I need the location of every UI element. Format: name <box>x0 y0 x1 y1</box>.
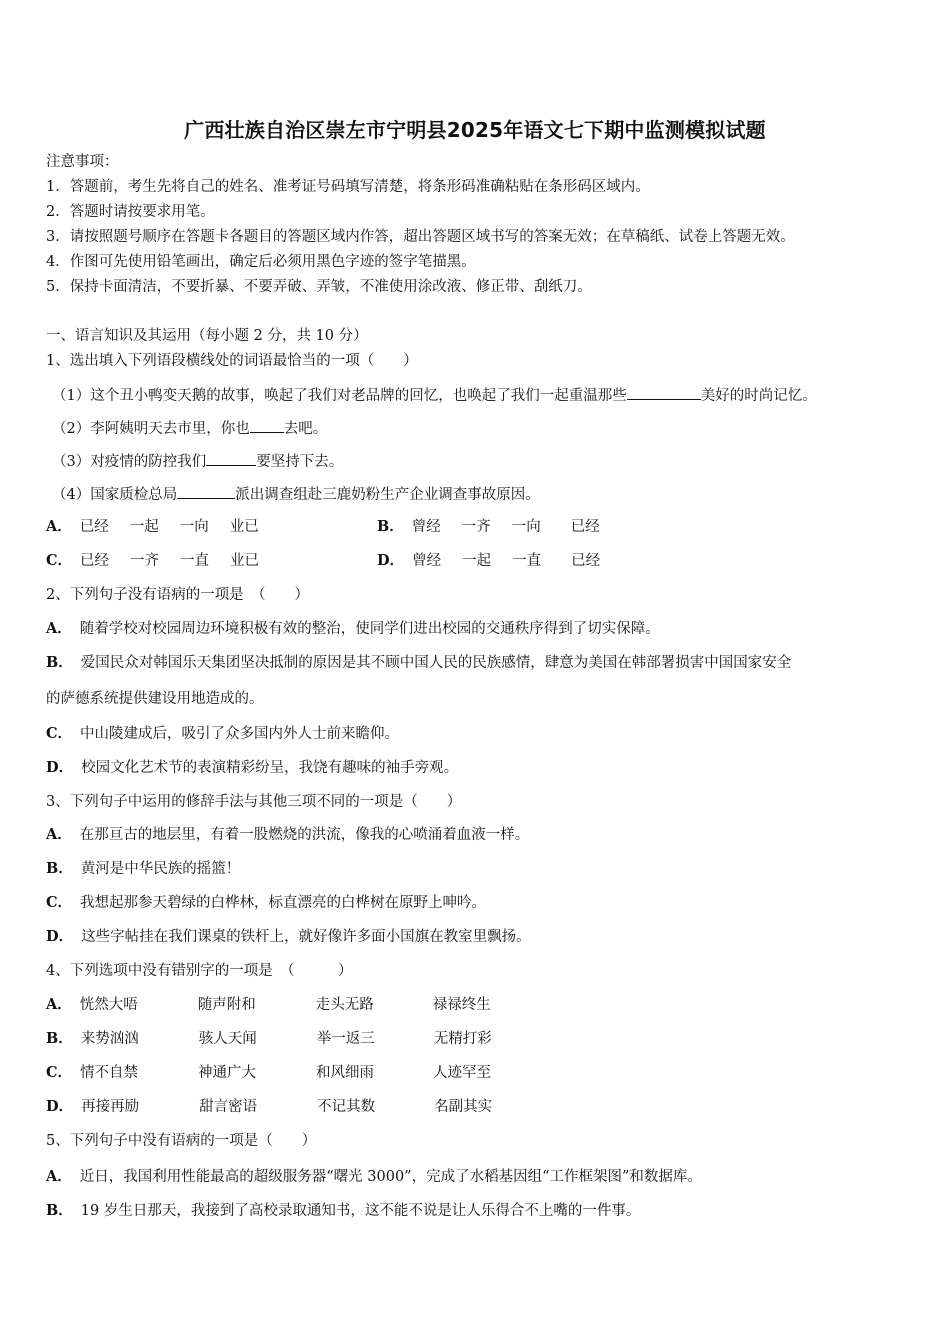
section-heading: 一、语言知识及其运用（每小题 2 分，共 10 分） <box>46 328 368 344</box>
option-word: 一齐 <box>130 553 160 569</box>
notes-item-1: 1．答题前，考生先将自己的姓名、准考证号码填写清楚，将条形码准确粘贴在条形码区域内。 <box>46 179 650 195</box>
question-1-stem: 1、选出填入下列语段横线处的词语最恰当的一项（ ） <box>46 353 418 369</box>
option-label: B． <box>46 654 73 671</box>
question-3-option-d[interactable] <box>46 927 531 947</box>
question-3-option-b[interactable] <box>46 859 240 879</box>
notes-item-5: 5．保持卡面清洁，不要折暴、不要弄破、弄皱，不准使用涂改液、修正带、刮纸刀。 <box>46 279 592 295</box>
option-word: 已经 <box>570 519 600 535</box>
option-word: 恍然大唔 <box>79 997 138 1013</box>
question-5-option-a[interactable] <box>46 1167 702 1187</box>
option-text: 校园文化艺术节的表演精彩纷呈，我饶有趣味的袖手旁观。 <box>81 760 459 776</box>
sentence-text: （4）国家质检总局 <box>52 487 178 503</box>
option-text: 近日，我国利用性能最高的超级服务器“曙光 3000”，完成了水稻基因组“工作框架图”和数据库。 <box>79 1169 702 1185</box>
option-text: 黄河是中华民族的摇篮！ <box>80 861 241 877</box>
option-label: C． <box>46 552 73 569</box>
question-1-option-d[interactable] <box>377 551 600 571</box>
option-word: 名副其实 <box>434 1099 493 1115</box>
option-word: 业已 <box>229 519 259 535</box>
answer-blank <box>206 451 256 466</box>
question-2-option-d[interactable] <box>46 758 458 778</box>
question-5-option-b[interactable] <box>46 1201 640 1221</box>
option-word: 一起 <box>129 519 159 535</box>
question-1-sentence-2 <box>52 418 327 439</box>
sentence-text: 美好的时尚记忆。 <box>700 388 817 404</box>
option-word: 一直 <box>180 553 210 569</box>
option-word: 无精打彩 <box>433 1031 492 1047</box>
notes-item-2: 2．答题时请按要求用笔。 <box>46 204 215 220</box>
question-4-option-d[interactable] <box>46 1097 492 1117</box>
option-word: 走头无路 <box>315 997 374 1013</box>
option-label: B． <box>46 860 73 877</box>
question-3-option-c[interactable] <box>46 893 486 913</box>
question-2-option-b-continued: 的萨德系统提供建设用地造成的。 <box>46 691 264 707</box>
answer-blank <box>627 385 701 400</box>
sentence-text: 要坚持下去。 <box>256 454 344 470</box>
sentence-text: （1）这个丑小鸭变天鹅的故事，唤起了我们对老品牌的回忆，也唤起了我们一起重温那些 <box>52 388 627 404</box>
option-text: 这些字帖挂在我们课桌的铁杆上，就好像许多面小国旗在教室里飘扬。 <box>81 929 531 945</box>
option-label: A． <box>46 1168 72 1185</box>
option-label: D． <box>377 552 405 569</box>
option-text: 我想起那参天碧绿的白桦林，标直漂亮的白桦树在原野上呻吟。 <box>80 895 487 911</box>
option-word: 一起 <box>462 553 492 569</box>
question-4-option-a[interactable] <box>46 995 491 1015</box>
option-text: 19 岁生日那天，我接到了高校录取通知书，这不能不说是让人乐得合不上嘴的一件事。 <box>80 1203 641 1219</box>
sentence-text: 派出调查组赴三鹿奶粉生产企业调查事故原因。 <box>235 487 540 503</box>
option-label: A． <box>46 620 72 637</box>
question-4-option-b[interactable] <box>46 1029 492 1049</box>
sentence-text: （3）对疫情的防控我们 <box>52 454 207 470</box>
sentence-text: （2）李阿姨明天去市里，你也 <box>52 421 250 437</box>
question-1-option-c[interactable] <box>46 551 259 571</box>
option-label: C． <box>46 725 73 742</box>
option-label: D． <box>46 928 74 945</box>
option-word: 骇人天闻 <box>198 1031 257 1047</box>
option-label: D． <box>46 1098 74 1115</box>
question-4-option-c[interactable] <box>46 1063 491 1083</box>
option-label: A． <box>46 826 72 843</box>
option-label: B． <box>377 518 404 535</box>
option-word: 一向 <box>179 519 209 535</box>
question-2-option-a[interactable] <box>46 619 660 639</box>
notes-item-4: 4．作图可先使用铅笔画出，确定后必须用黑色字迹的签字笔描黑。 <box>46 254 476 270</box>
option-label: C． <box>46 894 73 911</box>
option-word: 不记其数 <box>317 1099 376 1115</box>
question-2-option-b[interactable] <box>46 653 791 673</box>
question-1-sentence-4 <box>52 484 540 505</box>
question-1-option-b[interactable] <box>377 517 600 537</box>
question-2-stem: 2、下列句子没有语病的一项是 （ ） <box>46 587 309 603</box>
option-label: A． <box>46 518 72 535</box>
option-word: 来势汹汹 <box>80 1031 139 1047</box>
option-word: 和风细雨 <box>316 1065 375 1081</box>
question-1-sentence-3 <box>52 451 343 472</box>
question-3-stem: 3、下列句子中运用的修辞手法与其他三项不同的一项是（ ） <box>46 794 462 810</box>
option-word: 甜言密语 <box>199 1099 258 1115</box>
option-text: 中山陵建成后，吸引了众多国内外人士前来瞻仰。 <box>80 726 400 742</box>
option-word: 曾经 <box>412 553 442 569</box>
question-1-sentence-1 <box>52 385 817 406</box>
option-label: D． <box>46 759 74 776</box>
question-5-stem: 5、下列句子中没有语病的一项是（ ） <box>46 1133 317 1149</box>
option-word: 人迹罕至 <box>433 1065 492 1081</box>
option-label: C． <box>46 1064 73 1081</box>
option-text: 随着学校对校园周边环境积极有效的整治，使同学们进出校园的交通秩序得到了切实保障。 <box>79 621 660 637</box>
option-word: 情不自禁 <box>80 1065 139 1081</box>
option-word: 曾经 <box>411 519 441 535</box>
answer-blank <box>250 418 284 433</box>
question-1-option-a[interactable] <box>46 517 259 537</box>
option-text: 在那亘古的地层里，有着一股燃烧的洪流，像我的心喷涌着血液一样。 <box>79 827 530 843</box>
option-word: 业已 <box>230 553 260 569</box>
option-text: 爱国民众对韩国乐天集团坚决抵制的原因是其不顾中国人民的民族感情，肆意为美国在韩部署损害中国国家安全 <box>80 655 792 671</box>
notes-item-3: 3．请按照题号顺序在答题卡各题目的答题区域内作答，超出答题区域书写的答案无效；在草稿纸、试卷上答题无效。 <box>46 229 795 245</box>
option-word: 禄禄终生 <box>432 997 491 1013</box>
notes-heading: 注意事项： <box>46 154 119 170</box>
option-word: 再接再励 <box>81 1099 140 1115</box>
answer-blank <box>177 484 235 499</box>
question-3-option-a[interactable] <box>46 825 529 845</box>
option-word: 举一返三 <box>316 1031 375 1047</box>
option-label: B． <box>46 1030 73 1047</box>
option-word: 一齐 <box>461 519 491 535</box>
option-label: B． <box>46 1202 73 1219</box>
sentence-text: 去吧。 <box>283 421 328 437</box>
question-4-stem: 4、下列选项中没有错别字的一项是 （ ） <box>46 963 353 979</box>
option-word: 已经 <box>79 519 109 535</box>
question-2-option-c[interactable] <box>46 724 399 744</box>
option-label: A． <box>46 996 72 1013</box>
option-word: 神通广大 <box>198 1065 257 1081</box>
option-word: 已经 <box>571 553 601 569</box>
option-word: 一直 <box>512 553 542 569</box>
option-word: 已经 <box>80 553 110 569</box>
option-word: 随声附和 <box>197 997 256 1013</box>
option-word: 一向 <box>511 519 541 535</box>
exam-title: 广西壮族自治区崇左市宁明县2025年语文七下期中监测模拟试题 <box>184 118 766 142</box>
